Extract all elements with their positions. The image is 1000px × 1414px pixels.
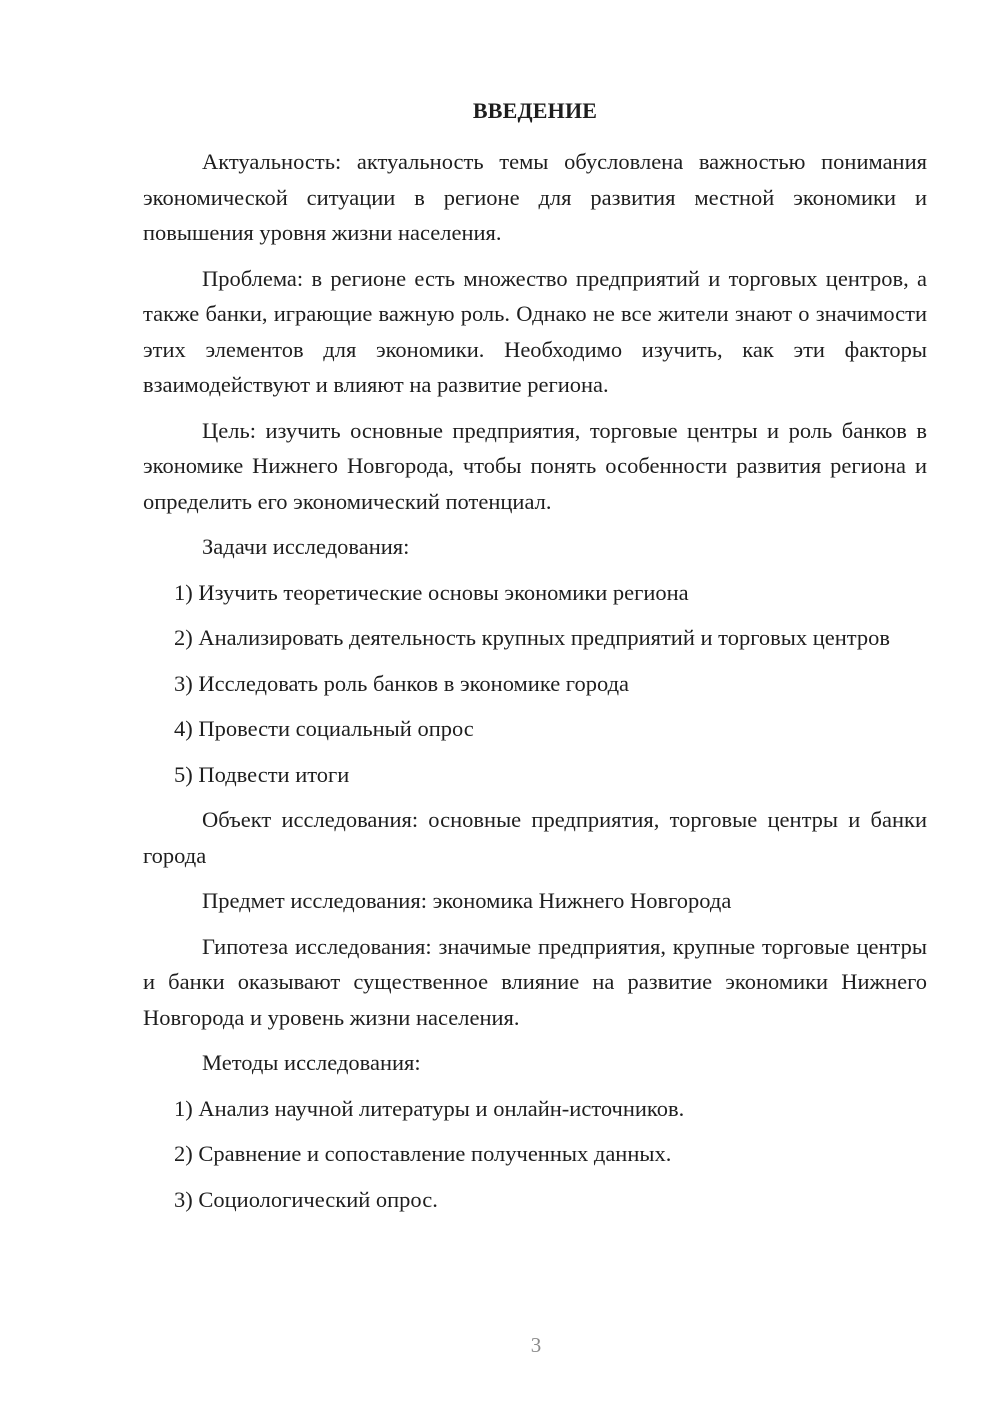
method-item: 1) Анализ научной литературы и онлайн-источников. [174, 1095, 685, 1121]
method-item: 3) Социологический опрос. [174, 1186, 438, 1212]
hypothesis-paragraph: Гипотеза исследования: значимые предприятия, крупные торговые центры и банки оказывают существенное влияние на развитие экономики Нижнего Новгорода и уровень жизни населения. [143, 933, 927, 1030]
page-number: 3 [530, 1333, 542, 1357]
task-item: 5) Подвести итоги [174, 761, 350, 787]
task-item: 2) Анализировать деятельность крупных предприятий и торговых центров [174, 625, 891, 650]
subject-paragraph: Предмет исследования: экономика Нижнего Новгорода [202, 888, 732, 913]
method-item: 2) Сравнение и сопоставление полученных данных. [174, 1141, 672, 1166]
task-item: 1) Изучить теоретические основы экономики региона [174, 579, 689, 605]
goal-paragraph: Цель: изучить основные предприятия, торговые центры и роль банков в экономике Нижнего Новгорода, чтобы понять особенности развития региона и определить его экономический потенциал. [143, 417, 927, 514]
page-body [143, 96, 927, 1227]
page-title: ВВЕДЕНИЕ [472, 98, 598, 123]
problem-paragraph: Проблема: в регионе есть множество предприятий и торговых центров, а также банки, играющие важную роль. Однако не все жители знают о значимости этих элементов для экономики. Необходимо изучить, как эти факторы взаимодействуют и влияют на развитие региона. [143, 265, 927, 397]
task-item: 3) Исследовать роль банков в экономике города [174, 670, 630, 696]
relevance-paragraph: Актуальность: актуальность темы обусловлена важностью понимания экономической ситуации в регионе для развития местной экономики и повышения уровня жизни населения. [143, 149, 927, 245]
task-item: 4) Провести социальный опрос [174, 716, 474, 741]
object-paragraph: Объект исследования: основные предприятия, торговые центры и банки города [143, 807, 927, 868]
methods-heading: Методы исследования: [202, 1050, 421, 1075]
tasks-heading: Задачи исследования: [202, 534, 410, 559]
